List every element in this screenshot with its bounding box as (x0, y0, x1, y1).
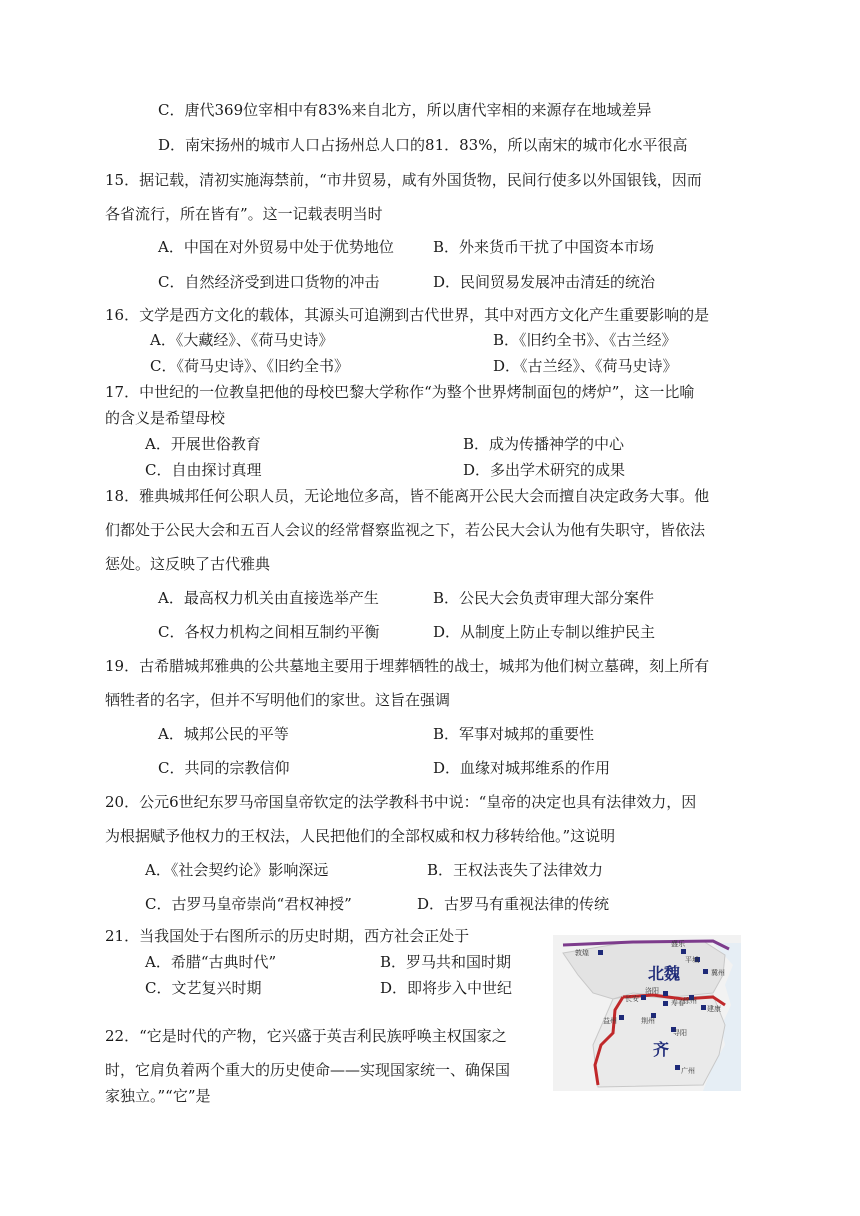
map-city-label: 广州 (681, 1067, 695, 1075)
text-line: 19．古希腊城邦雅典的公共墓地主要用于埋葬牺牲的战士，城邦为他们树立墓碑，刻上所有 (105, 657, 710, 675)
text-line: C．自由探讨真理 (145, 461, 262, 479)
text-line: D．从制度上防止专制以维护民主 (433, 623, 656, 641)
text-line: B．公民大会负责审理大部分案件 (433, 589, 655, 607)
text-line: A．《社会契约论》影响深远 (145, 861, 329, 879)
map-city-label: 冀州 (711, 969, 725, 977)
map-city-label: 徐州 (683, 997, 697, 1005)
text-line: B．罗马共和国时期 (380, 953, 512, 971)
text-line: 22．“它是时代的产物，它兴盛于英吉利民族呼唤主权国家之 (105, 1027, 507, 1045)
text-line: A．希腊“古典时代” (145, 953, 277, 971)
text-line: B．成为传播神学的中心 (463, 435, 625, 453)
map-north-label: 北魏 (648, 964, 681, 983)
text-line: 16．文学是西方文化的载体，其源头可追溯到古代世界，其中对西方文化产生重要影响的是 (105, 306, 710, 324)
map-city-label: 寿春 (671, 999, 685, 1007)
text-line: 牺牲者的名字，但并不写明他们的家世。这旨在强调 (105, 691, 451, 709)
text-line: 18．雅典城邦任何公职人员，无论地位多高，皆不能离开公民大会而擅自决定政务大事。他 (105, 487, 710, 505)
text-line: C．《荷马史诗》、《旧约全书》 (150, 357, 349, 375)
text-line: 的含义是希望母校 (105, 409, 226, 427)
text-line: C．文艺复兴时期 (145, 979, 262, 997)
text-line: C．古罗马皇帝崇尚“君权神授” (145, 895, 352, 913)
text-line: D．血缘对城邦维系的作用 (433, 759, 611, 777)
map-city-label: 平城 (685, 956, 699, 964)
text-line: D．民间贸易发展冲击清廷的统治 (433, 273, 656, 291)
map-figure (553, 935, 741, 1091)
map-city-label: 建康 (707, 1005, 721, 1013)
text-line: 15．据记载，清初实施海禁前，“市井贸易，咸有外国货物，民间行使多以外国银钱，因而 (105, 171, 702, 189)
text-line: D．南宋扬州的城市人口占扬州总人口的81．83%，所以南宋的城市化水平很高 (158, 136, 688, 154)
northern-southern-dynasties-map (553, 935, 741, 1091)
map-city-label: 盛乐 (671, 940, 685, 948)
text-line: 们都处于公民大会和五百人会议的经常督察监视之下，若公民大会认为他有失职守，皆依法 (105, 521, 706, 539)
text-line: B．外来货币干扰了中国资本市场 (433, 238, 655, 256)
text-line: D．《古兰经》、《荷马史诗》 (493, 357, 678, 375)
text-line: 20．公元6世纪东罗马帝国皇帝钦定的法学教科书中说：“皇帝的决定也具有法律效力，因 (105, 793, 697, 811)
text-line: C．自然经济受到进口货物的冲击 (158, 273, 380, 291)
text-line: D．多出学术研究的成果 (463, 461, 626, 479)
map-city-label: 荆州 (641, 1017, 655, 1025)
text-line: 家独立。”“它”是 (105, 1087, 211, 1105)
map-city-label: 洛阳 (645, 987, 659, 995)
text-line: A．城邦公民的平等 (158, 725, 289, 743)
text-line: D．古罗马有重视法律的传统 (417, 895, 610, 913)
text-line: 惩处。这反映了古代雅典 (105, 555, 271, 573)
map-city-label: 益州 (603, 1017, 617, 1025)
map-city-label: 敦煌 (575, 949, 589, 957)
text-line: C．唐代369位宰相中有83%来自北方，所以唐代宰相的来源存在地域差异 (158, 101, 652, 119)
text-line: 各省流行，所在皆有”。这一记载表明当时 (105, 205, 383, 223)
text-line: A．中国在对外贸易中处于优势地位 (158, 238, 394, 256)
text-line: B．军事对城邦的重要性 (433, 725, 595, 743)
text-line: B．王权法丧失了法律效力 (427, 861, 604, 879)
text-line: A．《大藏经》、《荷马史诗》 (150, 331, 334, 349)
text-line: A．最高权力机关由直接选举产生 (158, 589, 379, 607)
text-line: 21．当我国处于右图所示的历史时期，西方社会正处于 (105, 927, 470, 945)
text-line: D．即将步入中世纪 (380, 979, 513, 997)
text-line: 时，它肩负着两个重大的历史使命——实现国家统一、确保国 (105, 1061, 511, 1079)
map-city-label: 长安 (625, 995, 639, 1003)
text-line: C．共同的宗教信仰 (158, 759, 290, 777)
text-line: 17．中世纪的一位教皇把他的母校巴黎大学称作“为整个世界烤制面包的烤炉”，这一比喻 (105, 383, 695, 401)
text-line: C．各权力机构之间相互制约平衡 (158, 623, 380, 641)
text-line: 为根据赋予他权力的王权法，人民把他们的全部权威和权力移转给他。”这说明 (105, 827, 616, 845)
text-line: A．开展世俗教育 (145, 435, 261, 453)
text-line: B．《旧约全书》、《古兰经》 (493, 331, 677, 349)
map-city-label: 寻阳 (673, 1029, 687, 1037)
map-south-label: 齐 (653, 1040, 670, 1059)
